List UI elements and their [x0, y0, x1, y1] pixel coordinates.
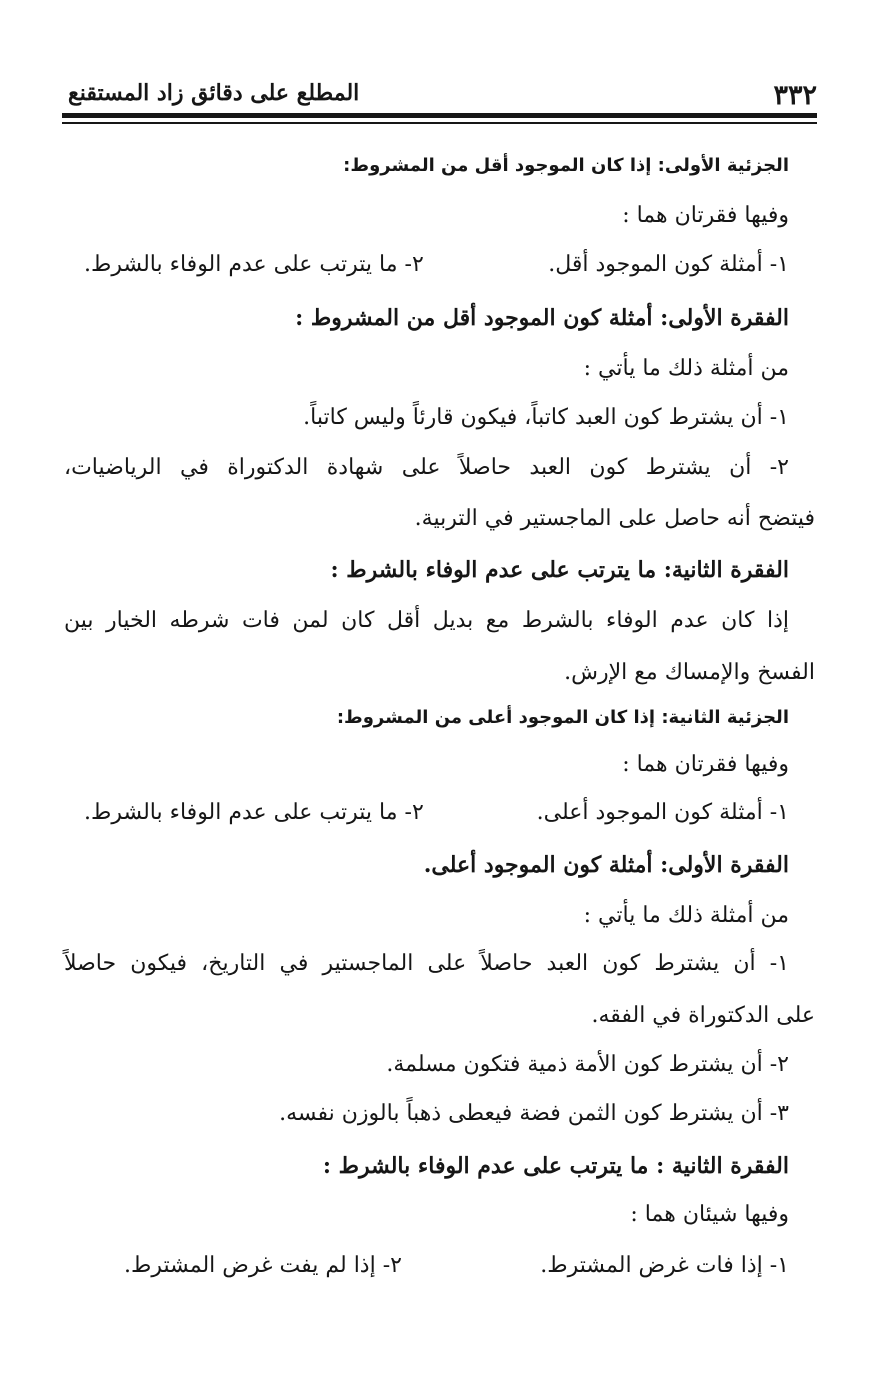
part2-items	[84, 800, 789, 836]
p1-section1-heading: الفقرة الأولى: أمثلة كون الموجود أقل من المشروط :	[295, 305, 789, 331]
p2-section1-example-2: ٢- أن يشترط كون الأمة ذمية فتكون مسلمة.	[386, 1052, 789, 1077]
part1-items	[84, 252, 789, 288]
p1-section1-intro: من أمثلة ذلك ما يأتي :	[583, 356, 789, 381]
p2-section1-example-3: ٣- أن يشترط كون الثمن فضة فيعطى ذهباً بالوزن نفسه.	[279, 1101, 789, 1126]
p2-section2-item-2: ٢- إذا لم يفت غرض المشترط.	[124, 1253, 402, 1278]
part2-item-1: ١- أمثلة كون الموجود أعلى.	[536, 800, 789, 825]
header-rule-thick	[62, 113, 817, 118]
part1-item-1: ١- أمثلة كون الموجود أقل.	[548, 252, 789, 277]
book-title: المطلع على دقائق زاد المستقنع	[68, 80, 360, 106]
part1-item-2: ٢- ما يترتب على عدم الوفاء بالشرط.	[84, 252, 424, 277]
part2-heading: الجزئية الثانية: إذا كان الموجود أعلى من المشروط:	[336, 707, 789, 728]
p1-section1-example-2-line-2: فيتضح أنه حاصل على الماجستير في التربية.	[414, 506, 815, 531]
page-header	[62, 70, 817, 116]
part1-intro: وفيها فقرتان هما :	[622, 203, 789, 228]
p2-section1-heading: الفقرة الأولى: أمثلة كون الموجود أعلى.	[423, 852, 789, 878]
p2-section2-heading: الفقرة الثانية : ما يترتب على عدم الوفاء بالشرط :	[322, 1153, 789, 1179]
part2-item-2: ٢- ما يترتب على عدم الوفاء بالشرط.	[84, 800, 424, 825]
p2-section1-example-1-line-1: ١- أن يشترط كون العبد حاصلاً على الماجستير في التاريخ، فيكون حاصلاً	[64, 951, 789, 976]
page-number: ٣٣٢	[773, 80, 817, 111]
p1-section2-text-line-2: الفسخ والإمساك مع الإرش.	[564, 660, 815, 685]
part2-intro: وفيها فقرتان هما :	[622, 752, 789, 777]
p1-section2-heading: الفقرة الثانية: ما يترتب على عدم الوفاء بالشرط :	[330, 557, 789, 583]
p2-section2-intro: وفيها شيئان هما :	[630, 1202, 789, 1227]
p2-section1-example-1-line-2: على الدكتوراة في الفقه.	[591, 1003, 815, 1028]
p2-section1-intro: من أمثلة ذلك ما يأتي :	[583, 903, 789, 928]
p1-section1-example-1: ١- أن يشترط كون العبد كاتباً، فيكون قارئاً وليس كاتباً.	[303, 405, 789, 430]
p1-section1-example-2-line-1: ٢- أن يشترط كون العبد حاصلاً على شهادة الدكتوراة في الرياضيات،	[64, 455, 789, 480]
p2-section2-item-1: ١- إذا فات غرض المشترط.	[540, 1253, 789, 1278]
p2-section2-items	[124, 1253, 789, 1289]
header-rule-thin	[62, 122, 817, 124]
part1-heading: الجزئية الأولى: إذا كان الموجود أقل من المشروط:	[343, 155, 789, 176]
p1-section2-text-line-1: إذا كان عدم الوفاء بالشرط مع بديل أقل كان لمن فات شرطه الخيار بين	[64, 608, 789, 633]
